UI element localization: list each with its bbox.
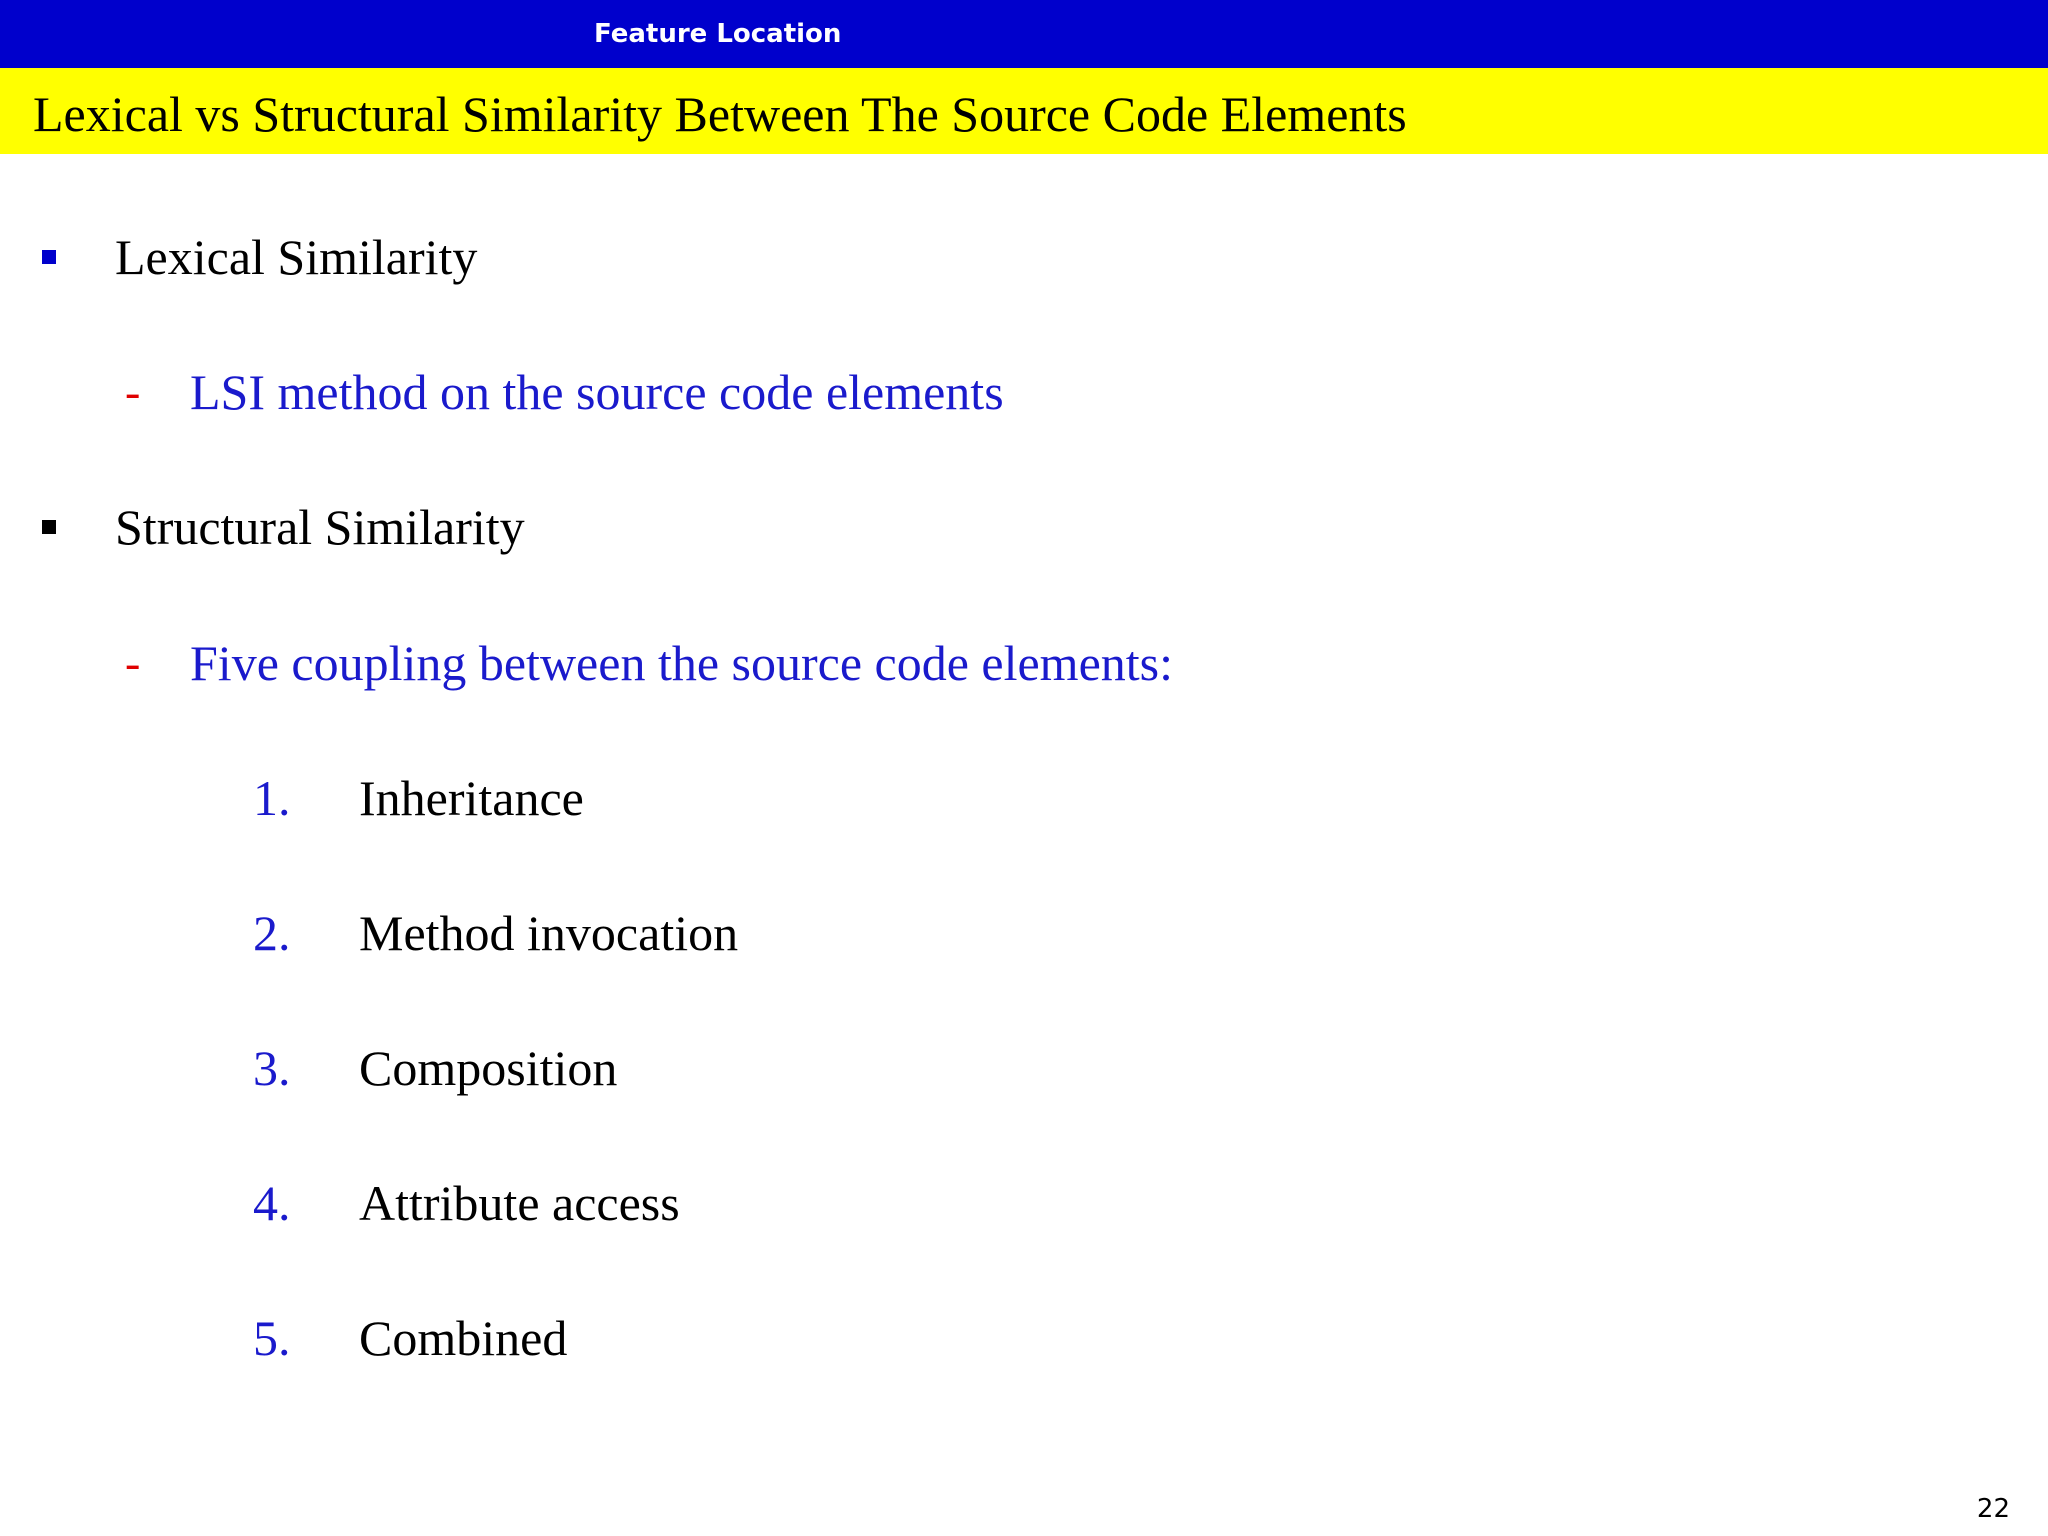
section-label: Feature Location <box>594 19 842 49</box>
list-item-inheritance: Inheritance <box>359 770 584 826</box>
dash-icon: - <box>125 366 141 417</box>
top-bar <box>0 0 2048 68</box>
square-bullet-icon <box>42 250 56 264</box>
slide-title: Lexical vs Structural Similarity Between The Source Code Elements <box>33 86 1407 142</box>
list-item-composition: Composition <box>359 1040 618 1096</box>
list-number: 4. <box>253 1175 291 1231</box>
square-bullet-icon <box>42 520 56 534</box>
page-number: 22 <box>1976 1494 2010 1524</box>
bullet-lexical-similarity: Lexical Similarity <box>115 229 478 285</box>
list-number: 2. <box>253 905 291 961</box>
list-item-combined: Combined <box>359 1310 568 1366</box>
list-number: 3. <box>253 1040 291 1096</box>
list-number: 1. <box>253 770 291 826</box>
dash-icon: - <box>125 637 141 688</box>
list-item-attribute-access: Attribute access <box>359 1175 680 1231</box>
bullet-structural-similarity: Structural Similarity <box>115 499 525 555</box>
list-item-method-invocation: Method invocation <box>359 905 739 961</box>
sub-bullet-lsi-method: LSI method on the source code elements <box>190 364 1004 420</box>
sub-bullet-five-coupling: Five coupling between the source code elements: <box>190 635 1174 691</box>
list-number: 5. <box>253 1310 291 1366</box>
